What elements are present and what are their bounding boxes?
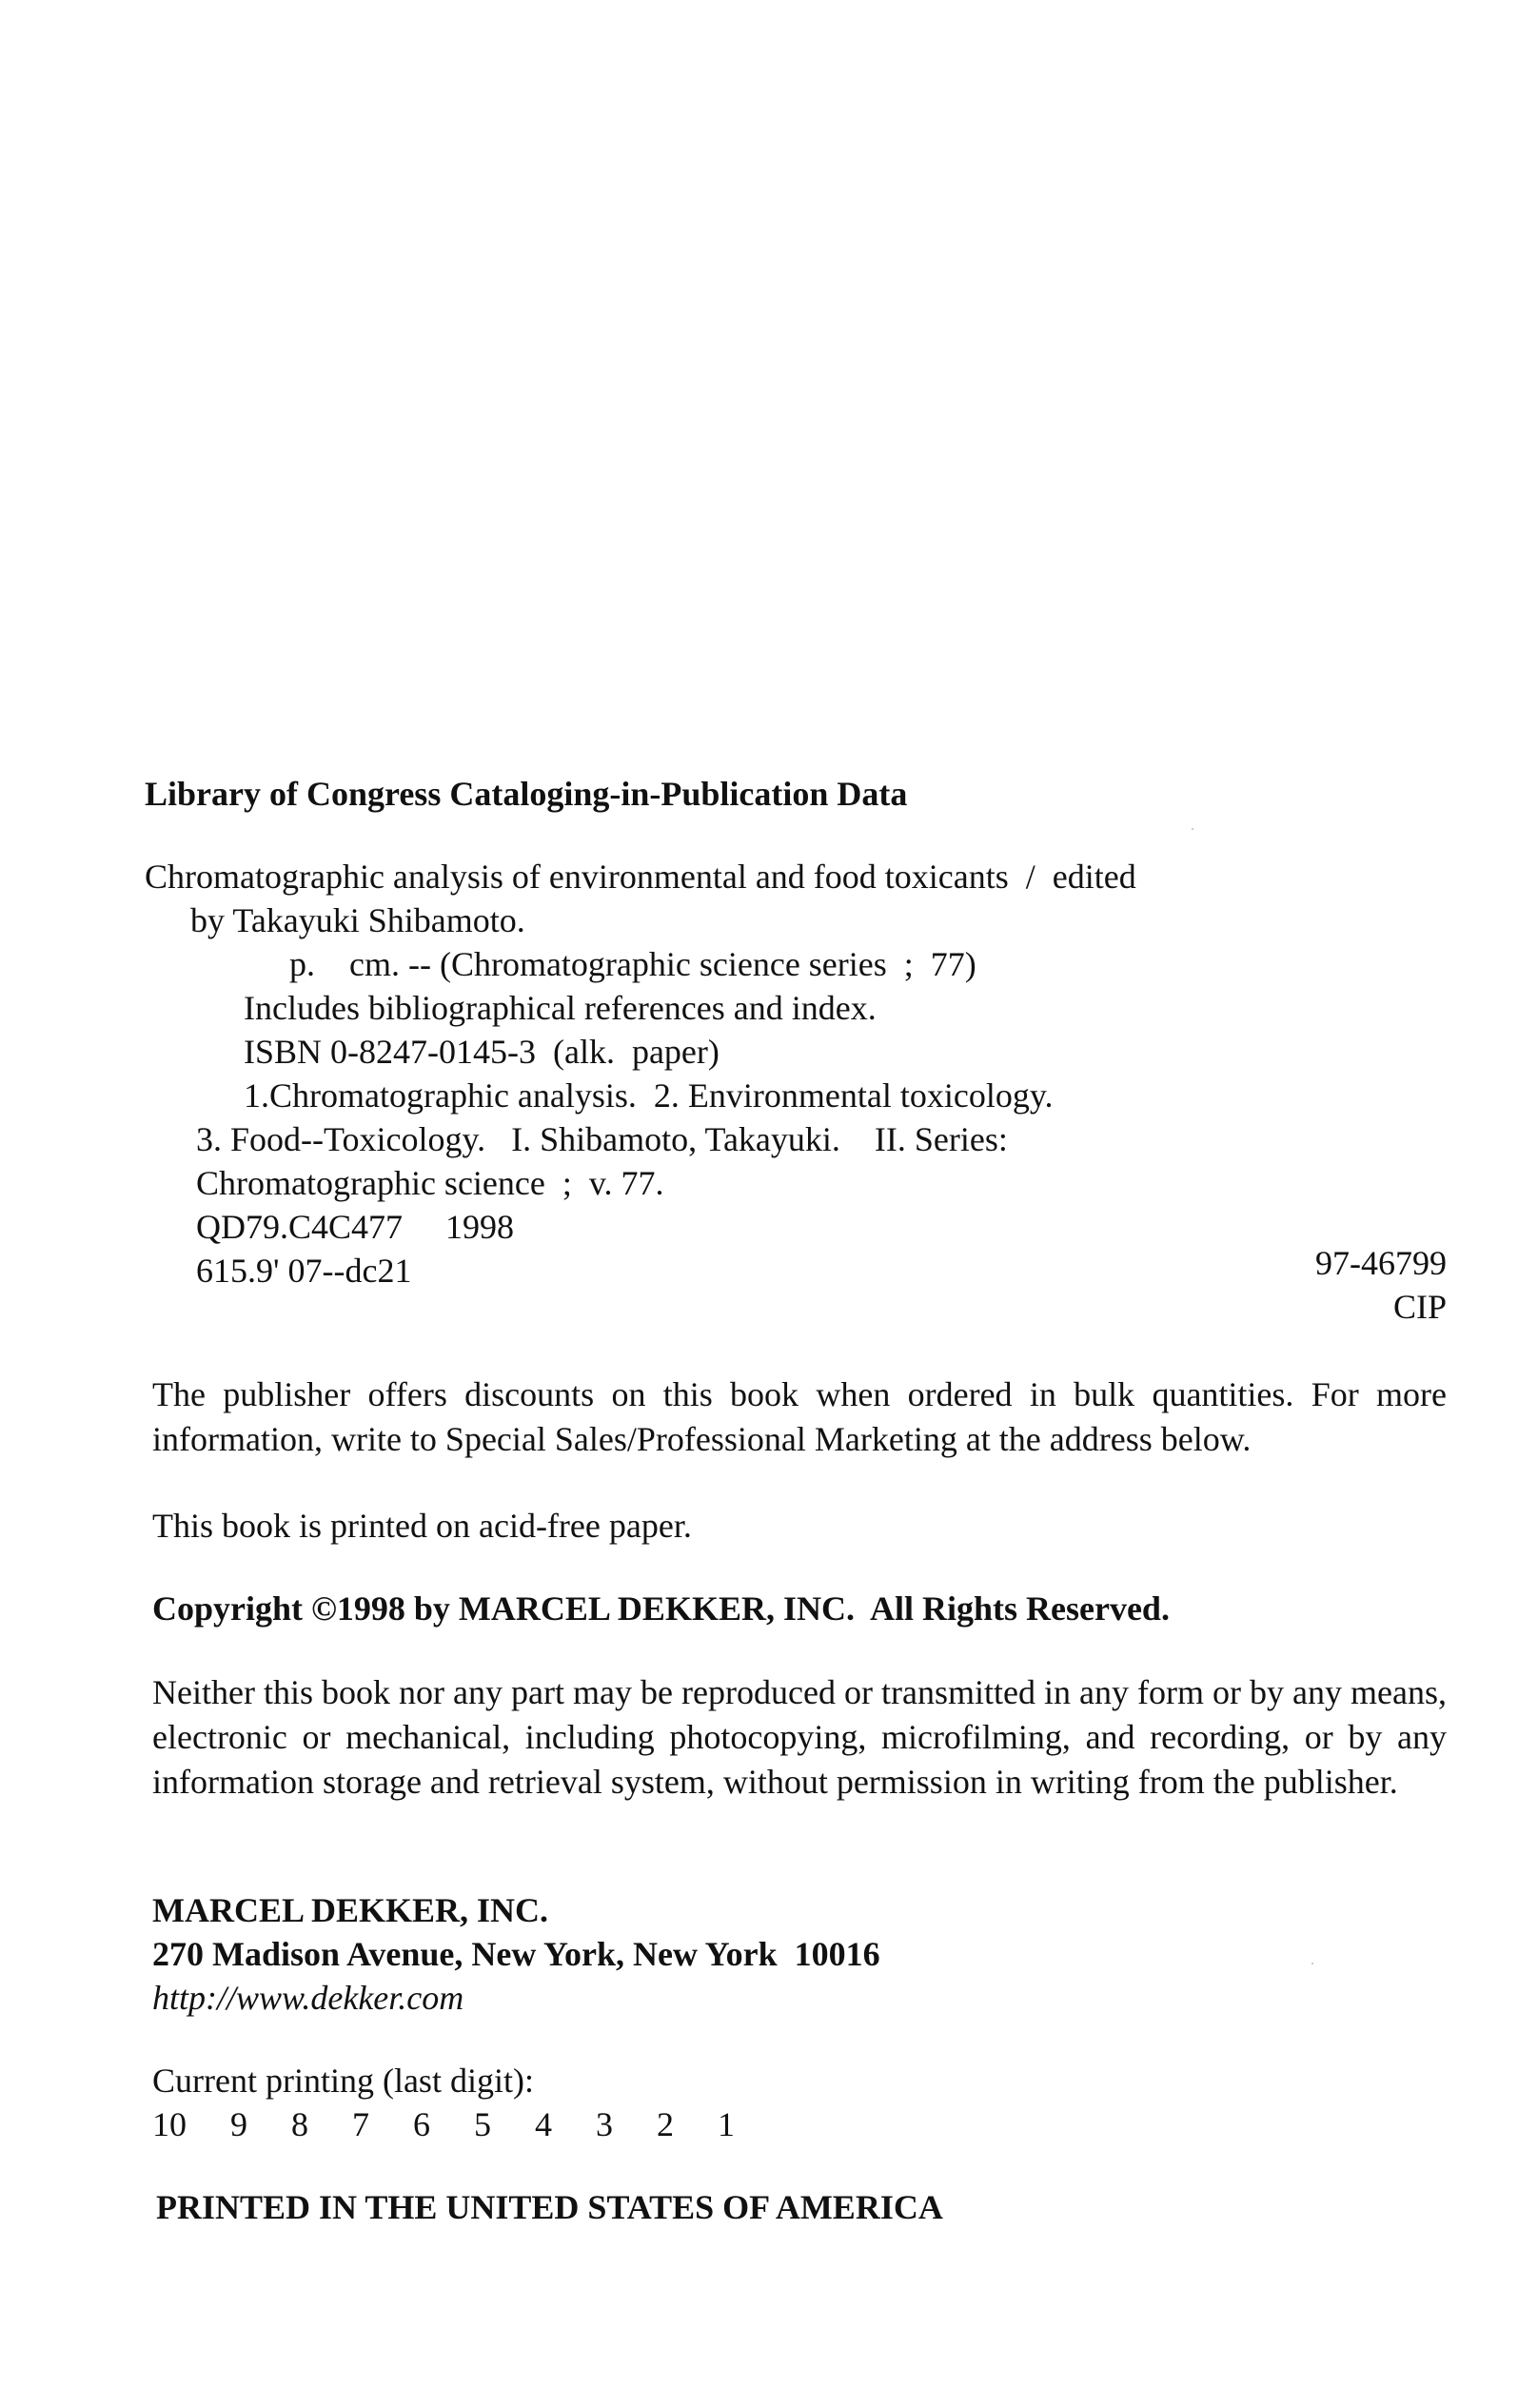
cip-lccn: 97-46799 <box>1315 1244 1447 1282</box>
cip-heading: Library of Congress Cataloging-in-Publication Data <box>145 775 908 813</box>
rights-statement: Neither this book nor any part may be reproduced or transmitted in any form or by any means, electronic or mechanical, including photocopying, microfilming, and recording, or by any information storage and retrieval system, without permission in writing from the publisher. <box>152 1673 1447 1801</box>
cip-title-line-2: by Takayuki Shibamoto. <box>190 901 525 939</box>
scan-speck <box>1311 1963 1313 1964</box>
cip-subjects-line-1: 1.Chromatographic analysis. 2. Environmental toxicology. <box>244 1076 1054 1115</box>
cip-includes-note: Includes bibliographical references and index. <box>244 989 877 1027</box>
cip-title-line-1: Chromatographic analysis of environmental and food toxicants / edited <box>145 858 1136 896</box>
printed-in-usa: PRINTED IN THE UNITED STATES OF AMERICA <box>156 2188 943 2226</box>
cip-subjects-line-2: 3. Food--Toxicology. I. Shibamoto, Takayuki. II. Series: <box>196 1120 1008 1158</box>
acid-free-paper-note: This book is printed on acid-free paper. <box>152 1507 692 1545</box>
cip-physical-description: p. cm. -- (Chromatographic science series ; 77) <box>289 945 976 983</box>
cip-subjects-line-3: Chromatographic science ; v. 77. <box>196 1164 664 1202</box>
cip-lc-call-number: QD79.C4C477 1998 <box>196 1208 515 1246</box>
scan-speck <box>1192 828 1193 830</box>
bulk-discount-note: The publisher offers discounts on this book when ordered in bulk quantities. For more information, write to Special Sales/Professional Marketing at the address below. <box>152 1375 1447 1458</box>
publisher-name: MARCEL DEKKER, INC. <box>152 1891 549 1929</box>
cip-dewey-number: 615.9' 07--dc21 <box>196 1252 412 1290</box>
current-printing-label: Current printing (last digit): <box>152 2062 534 2100</box>
cip-label: CIP <box>1392 1288 1447 1326</box>
copyright-notice: Copyright ©1998 by MARCEL DEKKER, INC. All Rights Reserved. <box>152 1589 1170 1628</box>
printing-digits: 10 9 8 7 6 5 4 3 2 1 <box>152 2105 735 2143</box>
cip-isbn: ISBN 0-8247-0145-3 (alk. paper) <box>244 1033 720 1071</box>
publisher-address: 270 Madison Avenue, New York, New York 10016 <box>152 1935 880 1973</box>
publisher-url[interactable]: http://www.dekker.com <box>152 1979 464 2017</box>
